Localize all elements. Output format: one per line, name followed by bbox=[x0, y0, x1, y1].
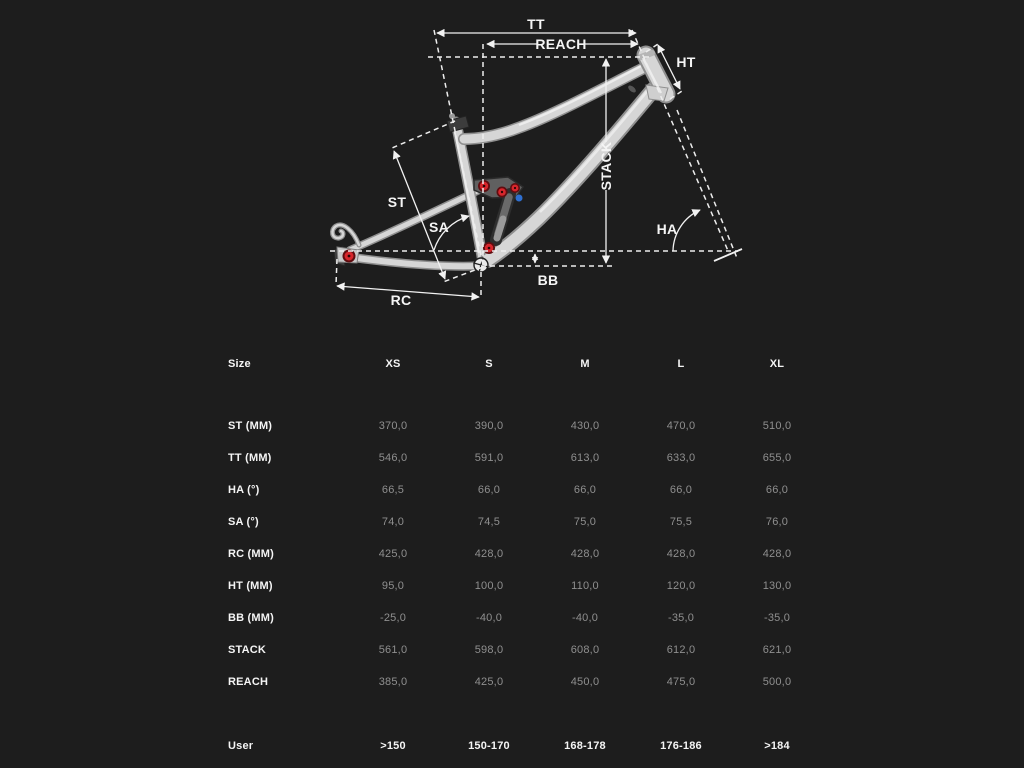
rc-extension-left bbox=[336, 259, 337, 285]
cell-value: 591,0 bbox=[474, 452, 504, 464]
table-spacer bbox=[228, 380, 828, 410]
table-row-reach bbox=[228, 666, 828, 698]
cell-value: 470,0 bbox=[666, 420, 696, 432]
table-row-ha bbox=[228, 474, 828, 506]
column-header-l: L bbox=[677, 358, 685, 370]
cell-value: 612,0 bbox=[666, 644, 696, 656]
cell-value: 120,0 bbox=[666, 580, 696, 592]
cell-value: 75,5 bbox=[669, 516, 693, 528]
cell-value: 100,0 bbox=[474, 580, 504, 592]
row-label: STACK bbox=[228, 644, 267, 656]
cell-value: -40,0 bbox=[475, 612, 503, 624]
bike-frame-illustration bbox=[332, 53, 668, 275]
cell-value: 168-178 bbox=[564, 740, 606, 752]
cell-value: 613,0 bbox=[570, 452, 600, 464]
cell-value: >150 bbox=[380, 740, 406, 752]
cell-value: -25,0 bbox=[379, 612, 407, 624]
row-label: HA (°) bbox=[228, 484, 260, 496]
column-header-xs: XS bbox=[385, 358, 401, 370]
table-row-stack bbox=[228, 634, 828, 666]
cell-value: 66,0 bbox=[573, 484, 597, 496]
cell-value: 621,0 bbox=[762, 644, 792, 656]
cell-value: 428,0 bbox=[570, 548, 600, 560]
table-row-rc bbox=[228, 538, 828, 570]
cell-value: 561,0 bbox=[378, 644, 408, 656]
table-row-tt bbox=[228, 442, 828, 474]
cell-value: 428,0 bbox=[474, 548, 504, 560]
cell-value: 510,0 bbox=[762, 420, 792, 432]
cell-value: 500,0 bbox=[762, 676, 792, 688]
geometry-table bbox=[228, 348, 828, 762]
table-header-row bbox=[228, 348, 828, 380]
cell-value: 430,0 bbox=[570, 420, 600, 432]
cell-value: 76,0 bbox=[765, 516, 789, 528]
table-row-sa bbox=[228, 506, 828, 538]
sa-label: SA bbox=[428, 219, 450, 235]
cell-value: 655,0 bbox=[762, 452, 792, 464]
cell-value: 633,0 bbox=[666, 452, 696, 464]
shock-blue-accent bbox=[516, 195, 523, 202]
cell-value: 390,0 bbox=[474, 420, 504, 432]
cell-value: 428,0 bbox=[762, 548, 792, 560]
cell-value: -35,0 bbox=[763, 612, 791, 624]
row-label: SA (°) bbox=[228, 516, 259, 528]
downtube-badge bbox=[627, 84, 637, 94]
cell-value: 74,5 bbox=[477, 516, 501, 528]
row-label: ST (MM) bbox=[228, 420, 273, 432]
column-header-size: Size bbox=[228, 358, 251, 370]
cell-value: 150-170 bbox=[468, 740, 510, 752]
cell-value: 66,0 bbox=[765, 484, 789, 496]
bike-geometry-diagram bbox=[0, 0, 1024, 330]
cell-value: 95,0 bbox=[381, 580, 405, 592]
cell-value: 176-186 bbox=[660, 740, 702, 752]
row-label: HT (MM) bbox=[228, 580, 273, 592]
cell-value: 110,0 bbox=[571, 580, 599, 592]
cell-value: 546,0 bbox=[378, 452, 408, 464]
cell-value: 75,0 bbox=[573, 516, 597, 528]
tt-label: TT bbox=[527, 16, 545, 32]
row-label: User bbox=[228, 740, 254, 752]
cell-value: 66,5 bbox=[381, 484, 405, 496]
column-header-m: M bbox=[580, 358, 590, 370]
cell-value: 66,0 bbox=[669, 484, 693, 496]
table-row-user bbox=[228, 730, 828, 762]
table-row-bb bbox=[228, 602, 828, 634]
row-label: REACH bbox=[228, 676, 269, 688]
stack-label: STACK bbox=[598, 141, 614, 191]
cell-value: 385,0 bbox=[378, 676, 408, 688]
rc-label: RC bbox=[390, 292, 412, 308]
cell-value: >184 bbox=[764, 740, 790, 752]
cell-value: -40,0 bbox=[571, 612, 599, 624]
cell-value: 425,0 bbox=[474, 676, 504, 688]
cell-value: 598,0 bbox=[474, 644, 504, 656]
ha-label: HA bbox=[656, 221, 678, 237]
dimension-lines bbox=[337, 33, 742, 297]
row-label: RC (MM) bbox=[228, 548, 274, 560]
row-label: TT (MM) bbox=[228, 452, 272, 464]
row-label: BB (MM) bbox=[228, 612, 274, 624]
table-spacer bbox=[228, 698, 828, 730]
st-label: ST bbox=[387, 194, 407, 210]
fork-offset-line bbox=[677, 110, 737, 258]
cell-value: 74,0 bbox=[381, 516, 405, 528]
cell-value: 475,0 bbox=[666, 676, 696, 688]
cell-value: 425,0 bbox=[378, 548, 408, 560]
st-extension-top bbox=[392, 121, 455, 148]
reach-label: REACH bbox=[535, 36, 587, 52]
cell-value: 428,0 bbox=[666, 548, 696, 560]
cell-value: -35,0 bbox=[667, 612, 695, 624]
column-header-xl: XL bbox=[769, 358, 785, 370]
table-row-ht bbox=[228, 570, 828, 602]
cell-value: 370,0 bbox=[378, 420, 408, 432]
cell-value: 130,0 bbox=[762, 580, 792, 592]
ht-label: HT bbox=[676, 54, 696, 70]
cell-value: 608,0 bbox=[570, 644, 600, 656]
construction-lines bbox=[330, 30, 738, 297]
cell-value: 450,0 bbox=[570, 676, 600, 688]
bb-label: BB bbox=[537, 272, 559, 288]
table-row-st bbox=[228, 410, 828, 442]
cell-value: 66,0 bbox=[477, 484, 501, 496]
column-header-s: S bbox=[485, 358, 493, 370]
